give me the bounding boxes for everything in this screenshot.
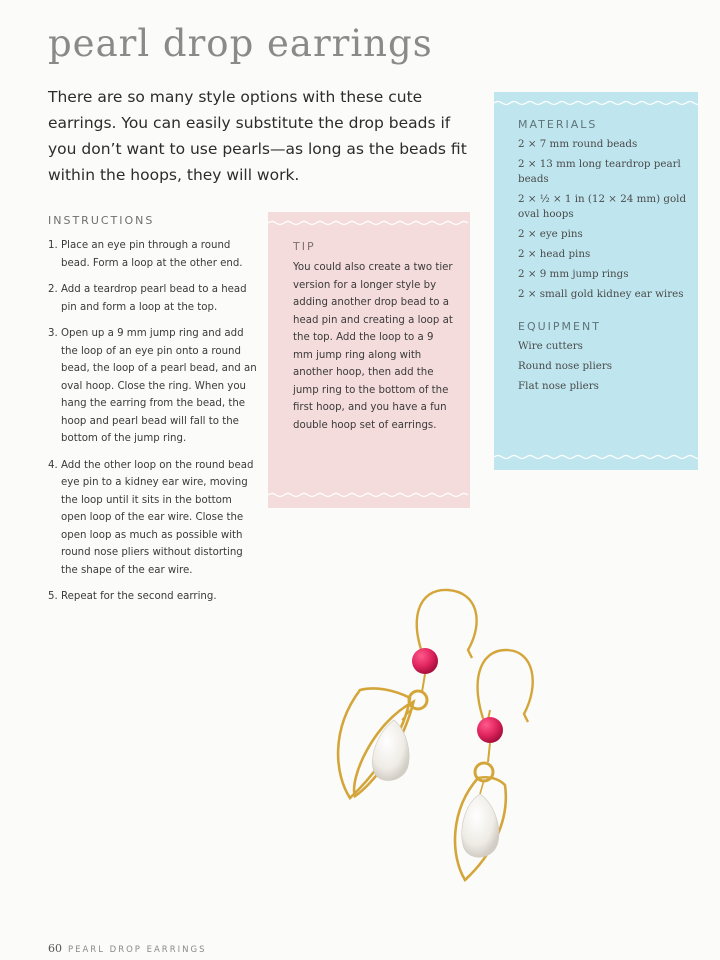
- material-item: 2 × ½ × 1 in (12 × 24 mm) gold oval hoops: [518, 193, 687, 220]
- instruction-step: 4. Add the other loop on the round bead eye pin to a kidney ear wire, moving the loop until it sits in the bottom open loop of the ear wire. Close the open loop as much as possible with round nose pliers without distorting the shape of the ear wire.: [48, 459, 254, 576]
- wavy-border-top: [494, 100, 698, 106]
- instructions-section: [48, 214, 258, 615]
- material-item: 2 × 7 mm round beads: [518, 138, 638, 150]
- instructions-list: [48, 237, 258, 606]
- earrings-photo: [300, 580, 560, 920]
- earring-left: [338, 590, 477, 805]
- instruction-step: 5. Repeat for the second earring.: [48, 591, 217, 602]
- materials-box: [494, 92, 698, 470]
- tip-heading: TIP: [293, 240, 316, 253]
- wavy-border-bottom: [494, 454, 698, 460]
- material-item: 2 × small gold kidney ear wires: [518, 288, 684, 300]
- equipment-item: Flat nose pliers: [518, 380, 599, 392]
- footer-section-name: PEARL DROP EARRINGS: [68, 945, 207, 955]
- instruction-step: 2. Add a teardrop pearl bead to a head pin and form a loop at the top.: [48, 284, 247, 313]
- equipment-item: Round nose pliers: [518, 360, 613, 372]
- material-item: 2 × eye pins: [518, 228, 583, 240]
- wavy-border-top: [268, 220, 470, 226]
- tip-text: You could also create a two tier version for a longer style by adding another drop bead to a head pin and creating a loop at the top. Add the loop to a 9 mm jump ring along with another hoop, then add the jump ring to the bottom of the first hoop, and you have a fun double hoop set of earrings.: [293, 262, 453, 431]
- instructions-heading: INSTRUCTIONS: [48, 214, 155, 227]
- wavy-border-bottom: [268, 492, 470, 498]
- earring-right: [455, 650, 533, 880]
- tip-box: [268, 212, 470, 508]
- page-title: pearl drop earrings: [48, 22, 433, 65]
- material-item: 2 × head pins: [518, 248, 591, 260]
- page-footer: [48, 942, 206, 955]
- page-number: 60: [48, 942, 62, 955]
- intro-paragraph: There are so many style options with these cute earrings. You can easily substitute the drop beads if you don’t want to use pearls—as long as the beads fit within the hoops, they will work.: [48, 88, 467, 184]
- materials-list: [518, 137, 688, 302]
- material-item: 2 × 9 mm jump rings: [518, 268, 629, 280]
- equipment-heading: EQUIPMENT: [518, 320, 601, 333]
- instruction-step: 3. Open up a 9 mm jump ring and add the loop of an eye pin onto a round bead, the loop of a pearl bead, and an oval hoop. Close the ring. When you hang the earring from the bead, the hoop and pearl bead will fall to the bottom of the jump ring.: [48, 328, 257, 444]
- material-item: 2 × 13 mm long teardrop pearl beads: [518, 158, 681, 185]
- equipment-item: Wire cutters: [518, 340, 583, 352]
- equipment-list: [518, 339, 688, 394]
- materials-heading: MATERIALS: [518, 118, 598, 131]
- instruction-step: 1. Place an eye pin through a round bead. Form a loop at the other end.: [48, 240, 243, 269]
